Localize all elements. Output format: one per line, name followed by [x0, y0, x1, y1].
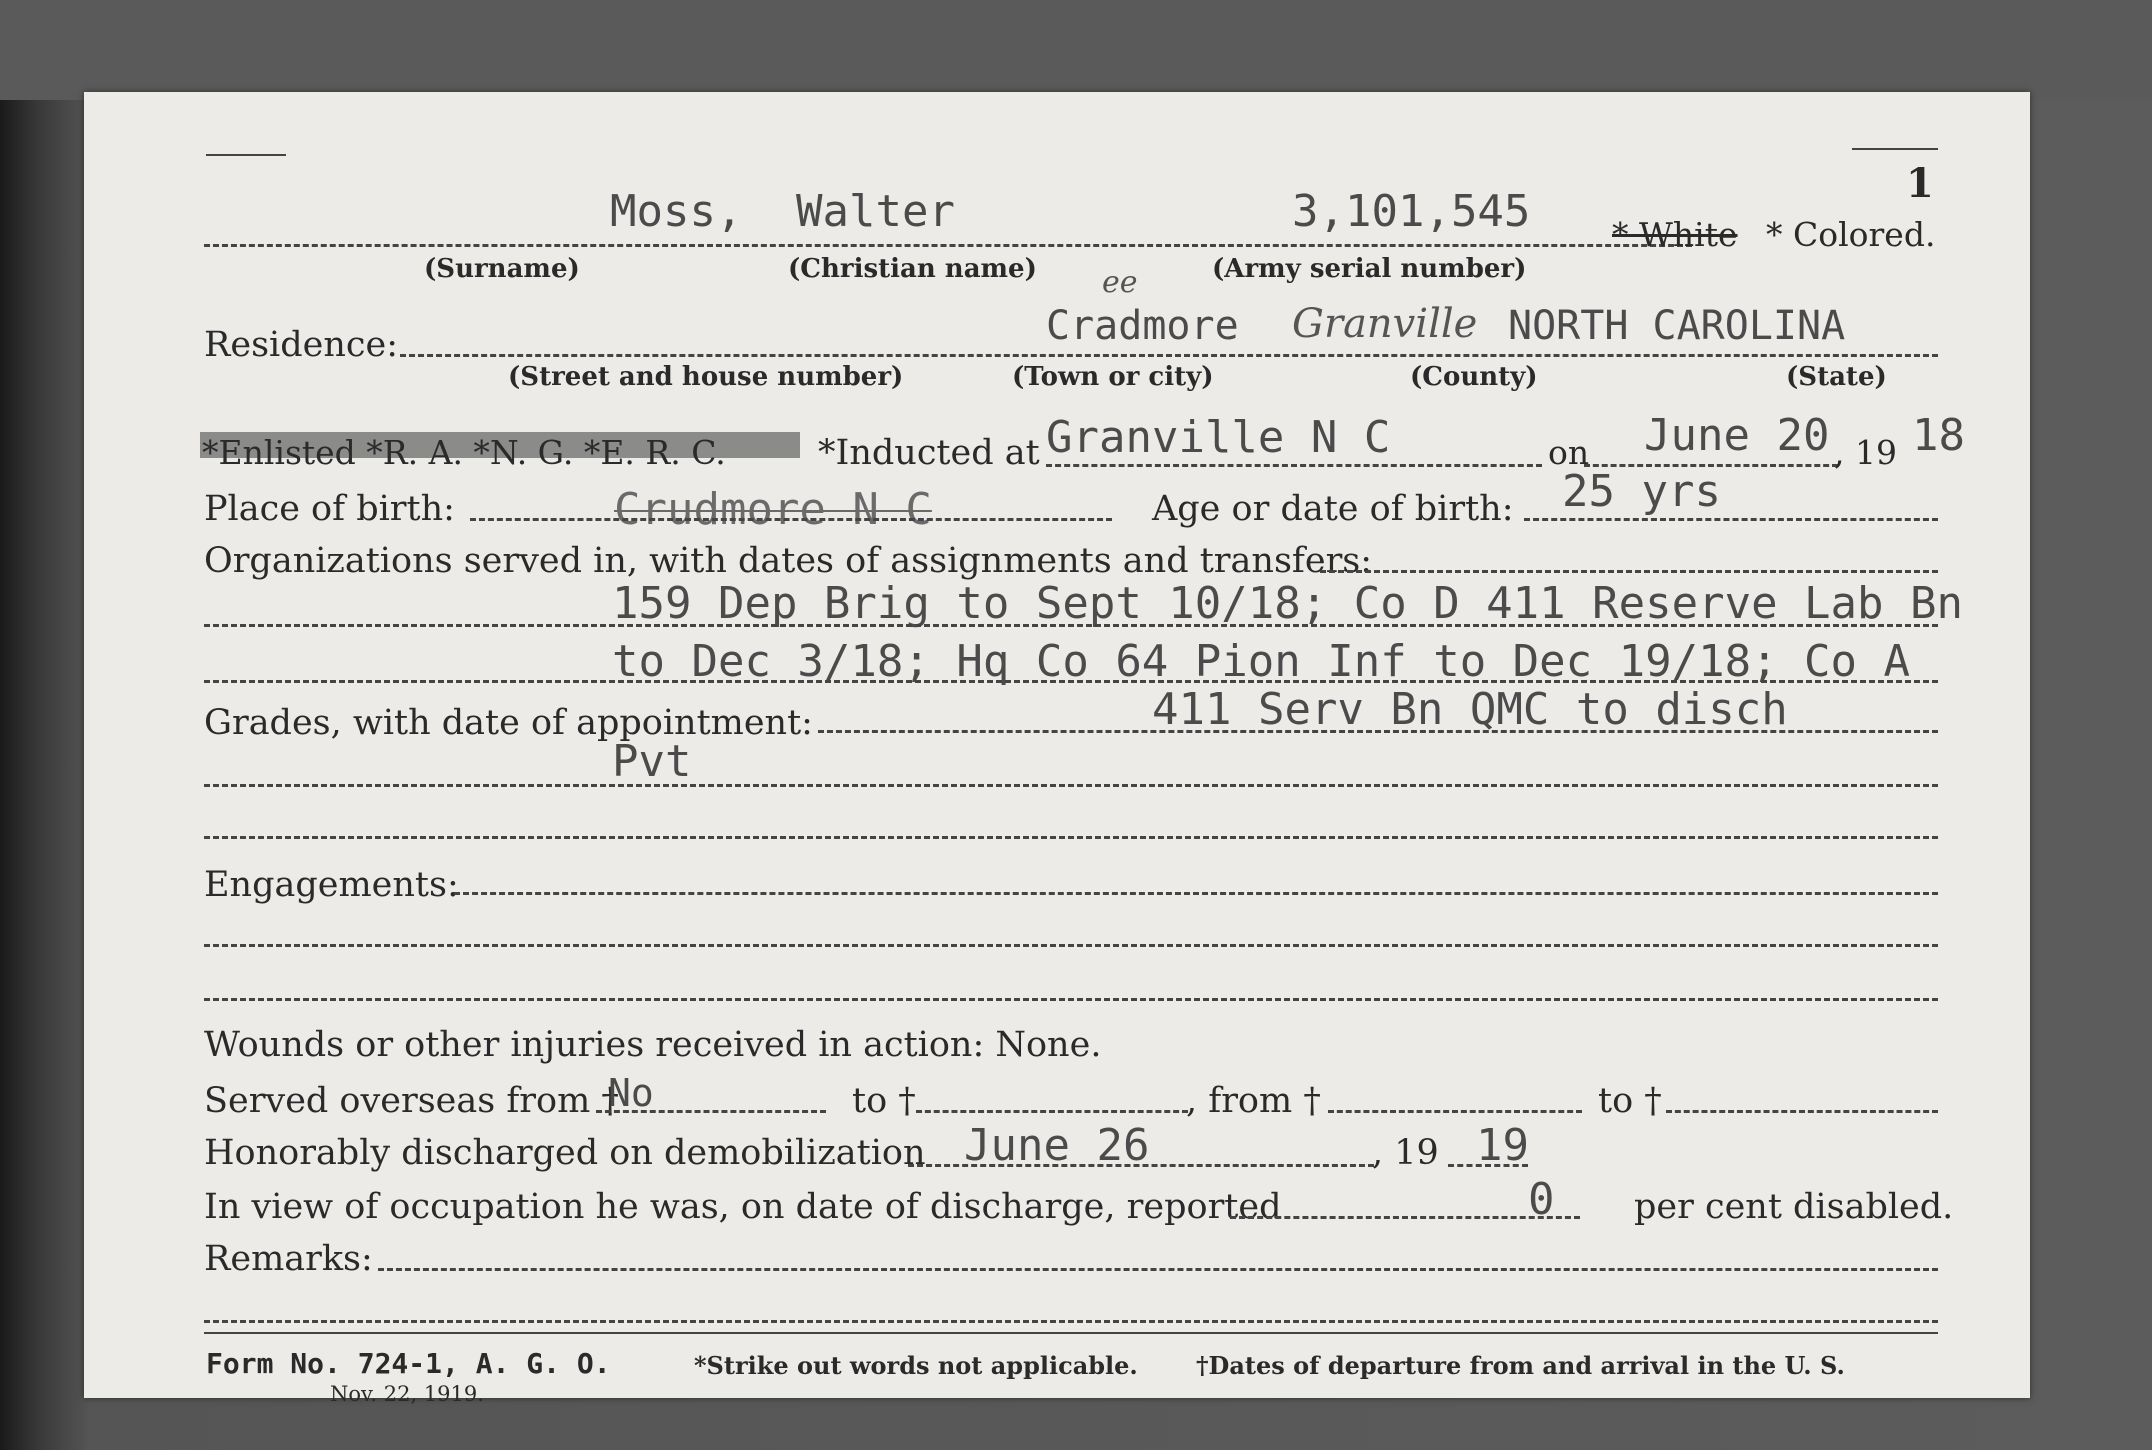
surname-value: Moss,	[610, 186, 743, 237]
dates-note: †Dates of departure from and arrival in the U. S.	[1196, 1351, 1845, 1380]
place-of-birth-line	[470, 518, 1112, 521]
christian-name-label: (Christian name)	[788, 254, 1037, 284]
race-white-text: * White	[1612, 215, 1738, 254]
service-record-card	[84, 92, 2030, 1406]
inducted-label: *Inducted at	[818, 433, 1040, 473]
discharge-date-line	[908, 1164, 1374, 1167]
grades-line-1	[818, 730, 1938, 733]
return-to-line	[1666, 1110, 1938, 1113]
disability-value: 0	[1528, 1174, 1555, 1225]
organizations-line-2	[204, 624, 1938, 627]
card-number: 1	[1906, 160, 1934, 207]
wounds-label: Wounds or other injuries received in action: None.	[204, 1025, 1102, 1065]
corner-mark-left	[206, 154, 286, 156]
organizations-line-3	[204, 680, 1938, 683]
form-date: Nov. 22, 1919.	[330, 1382, 484, 1406]
induction-date-value: June 20	[1644, 410, 1830, 461]
name-line	[204, 244, 1692, 247]
serial-number-label: (Army serial number)	[1212, 254, 1527, 284]
discharge-date-value: June 26	[964, 1120, 1150, 1171]
grade-value: Pvt	[612, 736, 692, 787]
state-value: NORTH CAROLINA	[1508, 303, 1846, 349]
christian-name-value: Walter	[796, 186, 955, 237]
footer-rule	[204, 1332, 1938, 1334]
organization-entry-2: to Dec 3/18; Hq Co 64 Pion Inf to Dec 19/18; Co A	[612, 636, 1911, 687]
serial-number-value: 3,101,545	[1292, 186, 1531, 237]
discharged-label: Honorably discharged on demobilization	[204, 1133, 926, 1173]
organizations-line-1	[1320, 570, 1938, 573]
grades-line-3	[204, 836, 1938, 839]
form-number: Form No. 724-1, A. G. O.	[206, 1347, 611, 1380]
engagements-line-1	[454, 892, 1938, 895]
engagements-label: Engagements:	[204, 865, 459, 905]
age-label: Age or date of birth:	[1152, 489, 1514, 529]
scan-background	[0, 0, 2152, 100]
engagements-line-3	[204, 998, 1938, 1001]
overseas-to-line	[916, 1110, 1188, 1113]
county-value: Granville	[1292, 301, 1478, 347]
engagements-line-2	[204, 944, 1938, 947]
remarks-line-1	[378, 1268, 1938, 1271]
overseas-value: No	[608, 1071, 654, 1115]
induction-year-value: 18	[1912, 410, 1965, 461]
discharge-year-line	[1448, 1164, 1528, 1167]
town-label: (Town or city)	[1012, 362, 1214, 392]
corner-mark-right	[1852, 148, 1938, 150]
remarks-label: Remarks:	[204, 1239, 373, 1279]
inducted-place-line	[1046, 464, 1542, 467]
on-label: on	[1548, 433, 1590, 472]
town-value: Cradmore	[1046, 303, 1239, 349]
return-to-label: to †	[1598, 1081, 1662, 1121]
strike-note: *Strike out words not applicable.	[694, 1351, 1138, 1380]
street-label: (Street and house number)	[508, 362, 904, 392]
inducted-place-value: Granville N C	[1046, 412, 1391, 463]
discharge-year-value: 19	[1476, 1120, 1529, 1171]
age-line	[1524, 518, 1938, 521]
organization-entry-1: 159 Dep Brig to Sept 10/18; Co D 411 Reserve Lab Bn	[612, 578, 1964, 629]
overseas-from-label: Served overseas from †	[204, 1081, 619, 1121]
town-correction: ee	[1102, 265, 1138, 300]
residence-line	[400, 354, 1938, 357]
race-colored: * Colored.	[1766, 215, 1936, 254]
per-cent-label: per cent disabled.	[1634, 1187, 1954, 1227]
occupation-label: In view of occupation he was, on date of discharge, reported	[204, 1187, 1282, 1227]
place-of-birth-label: Place of birth:	[204, 489, 455, 529]
organization-entry-3: 411 Serv Bn QMC to disch	[1152, 684, 1788, 735]
state-label: (State)	[1786, 362, 1887, 392]
grades-line-2	[204, 784, 1938, 787]
grades-label: Grades, with date of appointment:	[204, 703, 813, 743]
residence-label: Residence:	[204, 325, 398, 365]
overseas-to-label: to †	[852, 1081, 916, 1121]
race-white	[1612, 215, 1738, 254]
discharge-year-prefix: , 19	[1372, 1133, 1439, 1173]
return-from-line	[1328, 1110, 1582, 1113]
enlisted-options: *Enlisted *R. A. *N. G. *E. R. C.	[202, 433, 726, 472]
induction-year-prefix: , 19	[1834, 433, 1897, 472]
organizations-label: Organizations served in, with dates of assignments and transfers:	[204, 541, 1373, 581]
remarks-line-2	[204, 1320, 1938, 1323]
return-from-label: , from †	[1186, 1081, 1321, 1121]
surname-label: (Surname)	[424, 254, 580, 284]
county-label: (County)	[1410, 362, 1538, 392]
place-of-birth-value: Crudmore N C	[614, 484, 932, 535]
age-value: 25 yrs	[1562, 466, 1721, 517]
disability-line	[1230, 1216, 1580, 1219]
overseas-from-line	[596, 1110, 826, 1113]
